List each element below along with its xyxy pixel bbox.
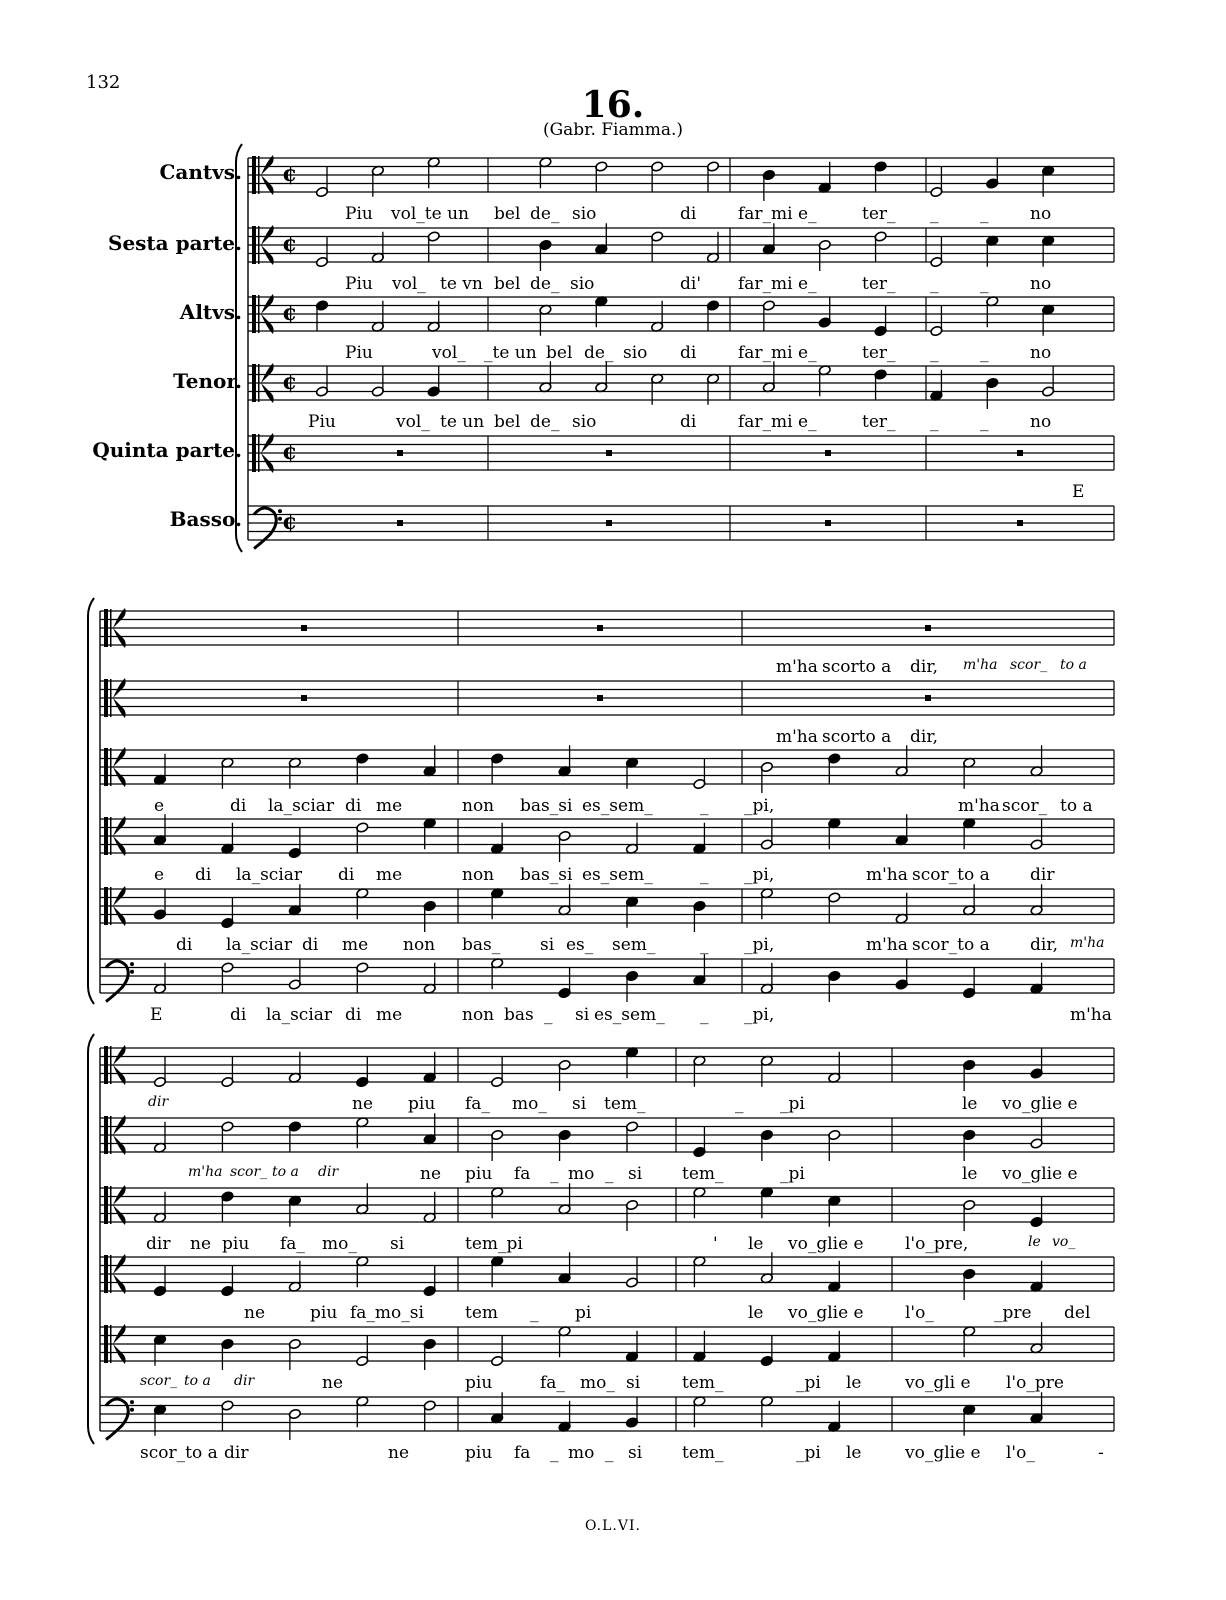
lyric-syllable: dir [234, 1373, 255, 1389]
lyric-syllable: mo [568, 1164, 595, 1184]
lyric-syllable: ne [388, 1443, 410, 1463]
lyric-syllable: vol_ [392, 274, 426, 294]
system-2-cantus-rest [301, 625, 307, 631]
lyric-syllable: _pi, [744, 865, 775, 885]
lyric-syllable: di [680, 204, 697, 224]
poet-credit: (Gabr. Fiamma.) [542, 120, 684, 140]
system-2-sesta-rest [301, 695, 307, 701]
system-1-bracket [236, 144, 242, 552]
lyric-syllable: _ [530, 1303, 539, 1323]
lyric-syllable: non [462, 796, 495, 816]
voice-label-quinta: Quinta parte. [92, 438, 242, 462]
lyric-syllable: _ [605, 1443, 614, 1463]
system-1-basso-rest [1017, 520, 1023, 526]
page-number: 132 [86, 72, 121, 93]
lyric-syllable: di' [680, 274, 701, 294]
lyric-syllable: te un [440, 412, 485, 432]
lyric-syllable: tem_ [682, 1164, 724, 1184]
system-1-quinta-staff-time-signature: ¢ [282, 439, 298, 465]
lyric-syllable: no [1030, 343, 1052, 363]
lyric-syllable: vol_ [432, 343, 466, 363]
lyric-syllable: _pi, [744, 1005, 775, 1025]
lyric-syllable: ter_ [862, 412, 896, 432]
lyric-syllable: ne [190, 1234, 212, 1254]
system-1-sesta-staff-time-signature: ¢ [282, 231, 298, 257]
lyric-syllable: to a [184, 1373, 211, 1389]
lyric-syllable: le [962, 1164, 978, 1184]
lyric-syllable: m'ha [958, 796, 1000, 816]
lyric-syllable: piu [408, 1094, 436, 1114]
system-2-cantus-rest [597, 625, 603, 631]
lyric-syllable: m'ha [188, 1164, 223, 1180]
lyric-syllable: _ [550, 1164, 559, 1184]
lyric-syllable: m'ha [776, 727, 818, 747]
lyric-syllable: _ [700, 865, 709, 885]
lyric-syllable: sio [570, 274, 595, 294]
lyric-syllable: piu [465, 1443, 493, 1463]
lyric-syllable: _ [930, 204, 939, 224]
lyric-syllable: non [403, 935, 436, 955]
lyric-syllable: pi [575, 1303, 592, 1323]
system-1-altus-staff-time-signature: ¢ [282, 300, 298, 326]
voice-label-tenor: Tenor. [173, 369, 242, 393]
lyric-syllable: l'o_ [905, 1303, 934, 1323]
lyric-syllable: _ [980, 274, 989, 294]
lyric-syllable: di [176, 935, 193, 955]
lyric-syllable: la_sciar [266, 1005, 333, 1025]
lyric-syllable: dir [148, 1094, 169, 1110]
lyric-syllable: le [748, 1303, 764, 1323]
lyric-syllable: ne [244, 1303, 266, 1323]
lyric-syllable: de_ [530, 204, 560, 224]
system-1-basso-staff-time-signature: ¢ [282, 509, 298, 535]
lyric-syllable: scor_ [1002, 796, 1048, 816]
lyric-syllable: sio [572, 412, 597, 432]
lyric-syllable: dir, [910, 657, 938, 677]
lyric-syllable: _ [980, 412, 989, 432]
lyric-syllable: di [345, 1005, 362, 1025]
lyric-syllable: dir [146, 1234, 171, 1254]
lyric-syllable: piu [465, 1373, 493, 1393]
lyric-syllable: _ [735, 1094, 744, 1114]
lyric-syllable: scor_to a [912, 935, 990, 955]
voice-label-cantus: Cantvs. [159, 160, 242, 184]
lyric-syllable: scor_ [1010, 657, 1048, 673]
lyric-syllable: es_sem_ [582, 865, 653, 885]
lyric-syllable: si [575, 1005, 590, 1025]
lyric-syllable: no [1030, 412, 1052, 432]
lyric-syllable: sio [623, 343, 648, 363]
lyric-syllable: _pi [796, 1443, 821, 1463]
lyric-syllable: m'ha [1070, 935, 1105, 951]
lyric-syllable: _pi [780, 1094, 805, 1114]
lyric-syllable: tem [465, 1303, 499, 1323]
lyric-syllable: mo_ [580, 1373, 615, 1393]
lyric-syllable: tem_ [682, 1443, 724, 1463]
lyric-syllable: es_sem_ [582, 796, 653, 816]
lyric-syllable: no [1030, 274, 1052, 294]
lyric-syllable: piu [222, 1234, 250, 1254]
lyric-syllable: ' [713, 1234, 718, 1254]
lyric-syllable: _ [930, 343, 939, 363]
lyric-syllable: m'ha [963, 657, 998, 673]
lyric-syllable: di [195, 865, 212, 885]
system-1-quinta-rest [1017, 450, 1023, 456]
lyric-syllable: le [846, 1443, 862, 1463]
lyric-syllable: scor_ [140, 1373, 178, 1389]
lyric-syllable: de_ [530, 412, 560, 432]
lyric-syllable: vo_glie e [905, 1443, 981, 1463]
lyric-syllable: E [150, 1005, 163, 1025]
lyric-syllable: to a [1060, 657, 1087, 673]
lyric-syllable: le [962, 1094, 978, 1114]
lyric-syllable: piu [465, 1164, 493, 1184]
lyric-syllable: far_mi e_ [738, 204, 817, 224]
lyric-syllable: vol_te un [391, 204, 469, 224]
lyric-syllable: ne [352, 1094, 374, 1114]
system-2-sesta-rest [925, 695, 931, 701]
lyric-syllable: la_sciar [236, 865, 303, 885]
lyric-syllable: _ [980, 204, 989, 224]
lyric-syllable: bas_si [520, 865, 573, 885]
lyric-syllable: _pi, [744, 796, 775, 816]
system-3-bracket [88, 1034, 94, 1444]
lyric-syllable: la_sciar [268, 796, 335, 816]
system-1-basso-rest [606, 520, 612, 526]
lyric-syllable: to a [272, 1164, 299, 1180]
lyric-syllable: - [1098, 1443, 1104, 1463]
lyric-syllable: _ [544, 1005, 553, 1025]
lyric-syllable: e [154, 796, 165, 816]
system-1-cantus-staff-time-signature: ¢ [282, 161, 298, 187]
lyric-syllable: vol_ [396, 412, 430, 432]
lyric-syllable: scor_to a [912, 865, 990, 885]
lyric-syllable: bel [494, 412, 521, 432]
lyric-syllable: Piu [308, 412, 336, 432]
lyric-syllable: di [345, 796, 362, 816]
lyric-syllable: vo_gli e [905, 1373, 971, 1393]
lyric-syllable: Piu [345, 274, 373, 294]
lyric-syllable: scorto a [822, 727, 892, 747]
lyric-syllable: vo_ [1052, 1234, 1076, 1250]
lyric-syllable: m'ha [1070, 1005, 1112, 1025]
lyric-syllable: di [338, 865, 355, 885]
lyric-syllable: fa [514, 1443, 531, 1463]
lyric-syllable: dir [1030, 865, 1055, 885]
lyric-syllable: le [1028, 1234, 1041, 1250]
lyric-syllable: es_ [566, 935, 594, 955]
lyric-syllable: _ [700, 1005, 709, 1025]
lyric-syllable: far_mi e_ [738, 412, 817, 432]
lyric-syllable: piu [310, 1303, 338, 1323]
lyric-syllable: sem_ [612, 935, 656, 955]
lyric-syllable: _ [980, 343, 989, 363]
lyric-syllable: ter_ [862, 343, 896, 363]
lyric-syllable: tem_ [604, 1094, 646, 1114]
system-1-tenor-staff-time-signature: ¢ [282, 369, 298, 395]
lyric-syllable: non [462, 865, 495, 885]
lyric-syllable: me [342, 935, 369, 955]
lyric-syllable: m'ha [866, 935, 908, 955]
lyric-syllable: l'o_pre, [905, 1234, 969, 1254]
footer-signature: O.L.VI. [585, 1518, 641, 1534]
lyric-syllable: _pi, [744, 935, 775, 955]
lyric-syllable: far_mi e_ [738, 343, 817, 363]
lyric-syllable: me [376, 865, 403, 885]
lyric-syllable: de_ [530, 274, 560, 294]
lyric-syllable: fa_ [540, 1373, 565, 1393]
lyric-syllable: bel [494, 204, 521, 224]
lyric-syllable: di [230, 796, 247, 816]
lyric-syllable: mo_ [512, 1094, 547, 1114]
lyric-syllable: ne [420, 1164, 442, 1184]
lyric-syllable: E [1072, 482, 1085, 502]
lyric-syllable: me [376, 1005, 403, 1025]
lyric-syllable: l'o_ [1006, 1443, 1035, 1463]
lyric-syllable: fa_mo_si [350, 1303, 424, 1323]
lyric-syllable: scor_to a [140, 1443, 218, 1463]
lyric-syllable: la_sciar [226, 935, 293, 955]
lyric-syllable: vo_glie e [1002, 1094, 1078, 1114]
lyric-syllable: dir [224, 1443, 249, 1463]
lyric-syllable: _pi [780, 1164, 805, 1184]
lyric-syllable: dir, [1030, 935, 1058, 955]
lyric-syllable: fa [514, 1164, 531, 1184]
lyric-syllable: _ [550, 1443, 559, 1463]
lyric-syllable: _ [930, 274, 939, 294]
system-1-quinta-rest [397, 450, 403, 456]
lyric-syllable: di [680, 412, 697, 432]
lyric-syllable: dir, [910, 727, 938, 747]
lyric-syllable: vo_glie e [1002, 1164, 1078, 1184]
lyric-syllable: m'ha [776, 657, 818, 677]
lyric-syllable: bas_ [462, 935, 501, 955]
voice-label-altus: Altvs. [179, 300, 242, 324]
lyric-syllable: ter_ [862, 204, 896, 224]
lyric-syllable: vo_glie e [788, 1234, 864, 1254]
lyric-syllable: bel [494, 274, 521, 294]
lyric-syllable: _ [700, 796, 709, 816]
lyric-syllable: e [154, 865, 165, 885]
lyric-syllable: le [748, 1234, 764, 1254]
lyric-syllable: del [1064, 1303, 1091, 1323]
lyric-syllable: me [376, 796, 403, 816]
lyric-syllable: si [390, 1234, 405, 1254]
lyric-syllable: scorto a [822, 657, 892, 677]
system-2-cantus-rest [925, 625, 931, 631]
lyric-syllable: di [230, 1005, 247, 1025]
lyric-syllable: dir [318, 1164, 339, 1180]
lyric-syllable: to a [1060, 796, 1093, 816]
lyric-syllable: le [846, 1373, 862, 1393]
lyric-syllable: _ [700, 935, 709, 955]
lyric-syllable: si [628, 1443, 643, 1463]
lyric-syllable: de_ [584, 343, 614, 363]
lyric-syllable: mo [568, 1443, 595, 1463]
lyric-syllable: far_mi e_ [738, 274, 817, 294]
lyric-syllable: es_sem_ [594, 1005, 665, 1025]
system-1-basso-rest [397, 520, 403, 526]
lyric-syllable: l'o_pre [1006, 1373, 1064, 1393]
lyric-syllable: bas [504, 1005, 534, 1025]
lyric-syllable: si [540, 935, 555, 955]
lyric-syllable: fa_ [465, 1094, 490, 1114]
lyric-syllable: te vn [440, 274, 483, 294]
lyric-syllable: di [680, 343, 697, 363]
system-2-sesta-rest [597, 695, 603, 701]
lyric-syllable: scor_ [230, 1164, 268, 1180]
voice-label-sesta: Sesta parte. [108, 231, 242, 255]
lyric-syllable: si [572, 1094, 587, 1114]
voice-label-basso: Basso. [169, 507, 242, 531]
lyric-syllable: bas_si [520, 796, 573, 816]
system-1-quinta-rest [606, 450, 612, 456]
lyric-syllable: _te un [484, 343, 537, 363]
lyric-syllable: non [462, 1005, 495, 1025]
system-1-basso-rest [825, 520, 831, 526]
lyric-syllable: tem_pi [465, 1234, 523, 1254]
lyric-syllable: vo_glie e [788, 1303, 864, 1323]
lyric-syllable: sio [572, 204, 597, 224]
lyric-syllable: tem_ [682, 1373, 724, 1393]
lyric-syllable: no [1030, 204, 1052, 224]
lyric-syllable: _pre [994, 1303, 1032, 1323]
lyric-syllable: si [628, 1164, 643, 1184]
lyric-syllable: bel [546, 343, 573, 363]
lyric-syllable: m'ha [866, 865, 908, 885]
piece-number: 16. [581, 84, 645, 126]
lyric-syllable: Piu [345, 204, 373, 224]
lyric-syllable: _pi [796, 1373, 821, 1393]
lyric-syllable: _ [930, 412, 939, 432]
lyric-syllable: di [302, 935, 319, 955]
lyric-syllable: ter_ [862, 274, 896, 294]
lyric-syllable: Piu [345, 343, 373, 363]
lyric-syllable: fa_ [280, 1234, 305, 1254]
system-1-quinta-rest [825, 450, 831, 456]
lyric-syllable: si [626, 1373, 641, 1393]
lyric-syllable: ne [322, 1373, 344, 1393]
system-2-bracket [88, 598, 94, 1004]
lyric-syllable: mo_ [322, 1234, 357, 1254]
lyric-syllable: _ [605, 1164, 614, 1184]
